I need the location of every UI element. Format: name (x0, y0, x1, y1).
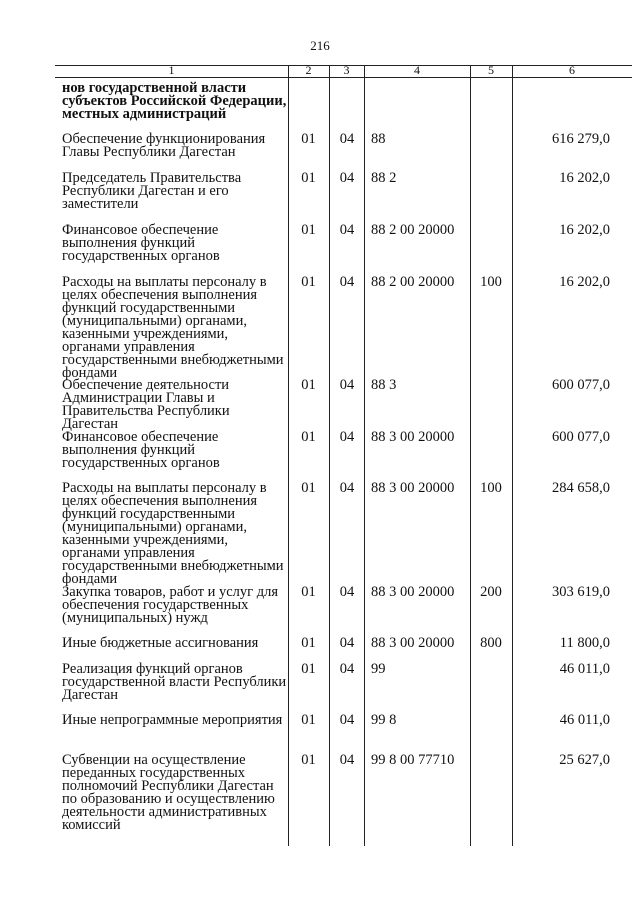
row-subsection: 04 (339, 429, 355, 445)
row-subsection: 04 (339, 170, 355, 186)
row-subsection: 04 (339, 480, 355, 496)
row-section: 01 (301, 170, 316, 186)
row-section: 01 (301, 274, 316, 290)
row-subsection: 04 (339, 712, 355, 728)
row-name: Председатель Правительства Республики Дагестан и его заместители (62, 170, 242, 212)
row-amount: 600 077,0 (552, 377, 610, 393)
row-amount: 46 011,0 (559, 712, 610, 728)
row-subsection: 04 (339, 377, 355, 393)
row-name: Иные бюджетные ассигнования (62, 635, 259, 651)
row-name: Финансовое обеспечение выполнения функций государственных органов (62, 429, 220, 471)
row-amount: 616 279,0 (552, 131, 610, 147)
row-name: Закупка товаров, работ и услуг для обеспечения государственных (муниципальных) нужд (62, 584, 279, 626)
row-target-code: 88 3 00 20000 (371, 429, 455, 445)
column-header-6: 6 (569, 63, 575, 77)
column-header-4: 4 (414, 63, 420, 77)
row-expense-type: 100 (480, 274, 502, 290)
row-section: 01 (301, 712, 316, 728)
row-target-code: 88 3 (371, 377, 397, 393)
row-expense-type: 200 (480, 584, 502, 600)
row-expense-type: 800 (480, 635, 502, 651)
row-amount: 600 077,0 (552, 429, 610, 445)
row-subsection: 04 (339, 635, 355, 651)
row-section: 01 (301, 222, 316, 238)
column-header-3: 3 (343, 63, 350, 77)
row-section: 01 (301, 480, 316, 496)
row-expense-type: 100 (480, 480, 502, 496)
row-name: Обеспечение функционирования Главы Республики Дагестан (62, 131, 266, 160)
row-section: 01 (301, 131, 316, 147)
row-target-code: 99 8 (371, 712, 397, 728)
row-amount: 16 202,0 (559, 274, 610, 290)
row-target-code: 88 3 00 20000 (371, 480, 455, 496)
row-subsection: 04 (339, 752, 355, 768)
row-name: Реализация функций органов государственной власти Республики Дагестан (62, 661, 287, 703)
row-subsection: 04 (339, 661, 355, 677)
row-target-code: 88 3 00 20000 (371, 635, 455, 651)
row-subsection: 04 (339, 274, 355, 290)
column-header-5: 5 (488, 63, 494, 77)
row-amount: 284 658,0 (552, 480, 610, 496)
row-amount: 46 011,0 (559, 661, 610, 677)
row-target-code: 88 2 00 20000 (371, 222, 455, 238)
row-subsection: 04 (339, 222, 355, 238)
row-amount: 16 202,0 (559, 170, 610, 186)
row-target-code: 88 2 (371, 170, 397, 186)
row-subsection: 04 (339, 131, 355, 147)
row-section: 01 (301, 661, 316, 677)
row-name: нов государственной власти субъектов Российской Федерации, местных администраций (62, 80, 287, 122)
row-target-code: 99 (371, 661, 386, 677)
row-target-code: 99 8 00 77710 (371, 752, 455, 768)
row-name: Расходы на выплаты персоналу в целях обеспечения выполнения функций государственными (муниципальными) органами, казенными учреждениями, органами управления государственными внебюджетными фондами (62, 480, 284, 587)
row-section: 01 (301, 377, 316, 393)
table-header-rule (55, 77, 632, 78)
row-name: Иные непрограммные мероприятия (62, 712, 283, 728)
page-number: 216 (310, 38, 330, 53)
row-name: Расходы на выплаты персоналу в целях обеспечения выполнения функций государственными (муниципальными) органами, казенными учреждениями, органами управления государственными внебюджетными фондами (62, 274, 284, 381)
row-amount: 25 627,0 (559, 752, 610, 768)
row-amount: 16 202,0 (559, 222, 610, 238)
row-subsection: 04 (339, 584, 355, 600)
row-target-code: 88 2 00 20000 (371, 274, 455, 290)
column-header-1: 1 (168, 63, 175, 77)
row-target-code: 88 (371, 131, 386, 147)
row-section: 01 (301, 429, 316, 445)
row-amount: 11 800,0 (559, 635, 610, 651)
row-name: Финансовое обеспечение выполнения функций государственных органов (62, 222, 220, 264)
row-name: Субвенции на осуществление переданных государственных полномочий Республики Дагестан по образованию и осуществлению деятельности административных комиссий (62, 752, 275, 833)
row-name: Обеспечение деятельности Администрации Главы и Правительства Республики Дагестан (62, 377, 230, 432)
row-section: 01 (301, 635, 316, 651)
row-section: 01 (301, 584, 316, 600)
column-header-2: 2 (305, 63, 312, 77)
row-target-code: 88 3 00 20000 (371, 584, 455, 600)
row-section: 01 (301, 752, 316, 768)
row-amount: 303 619,0 (552, 584, 610, 600)
